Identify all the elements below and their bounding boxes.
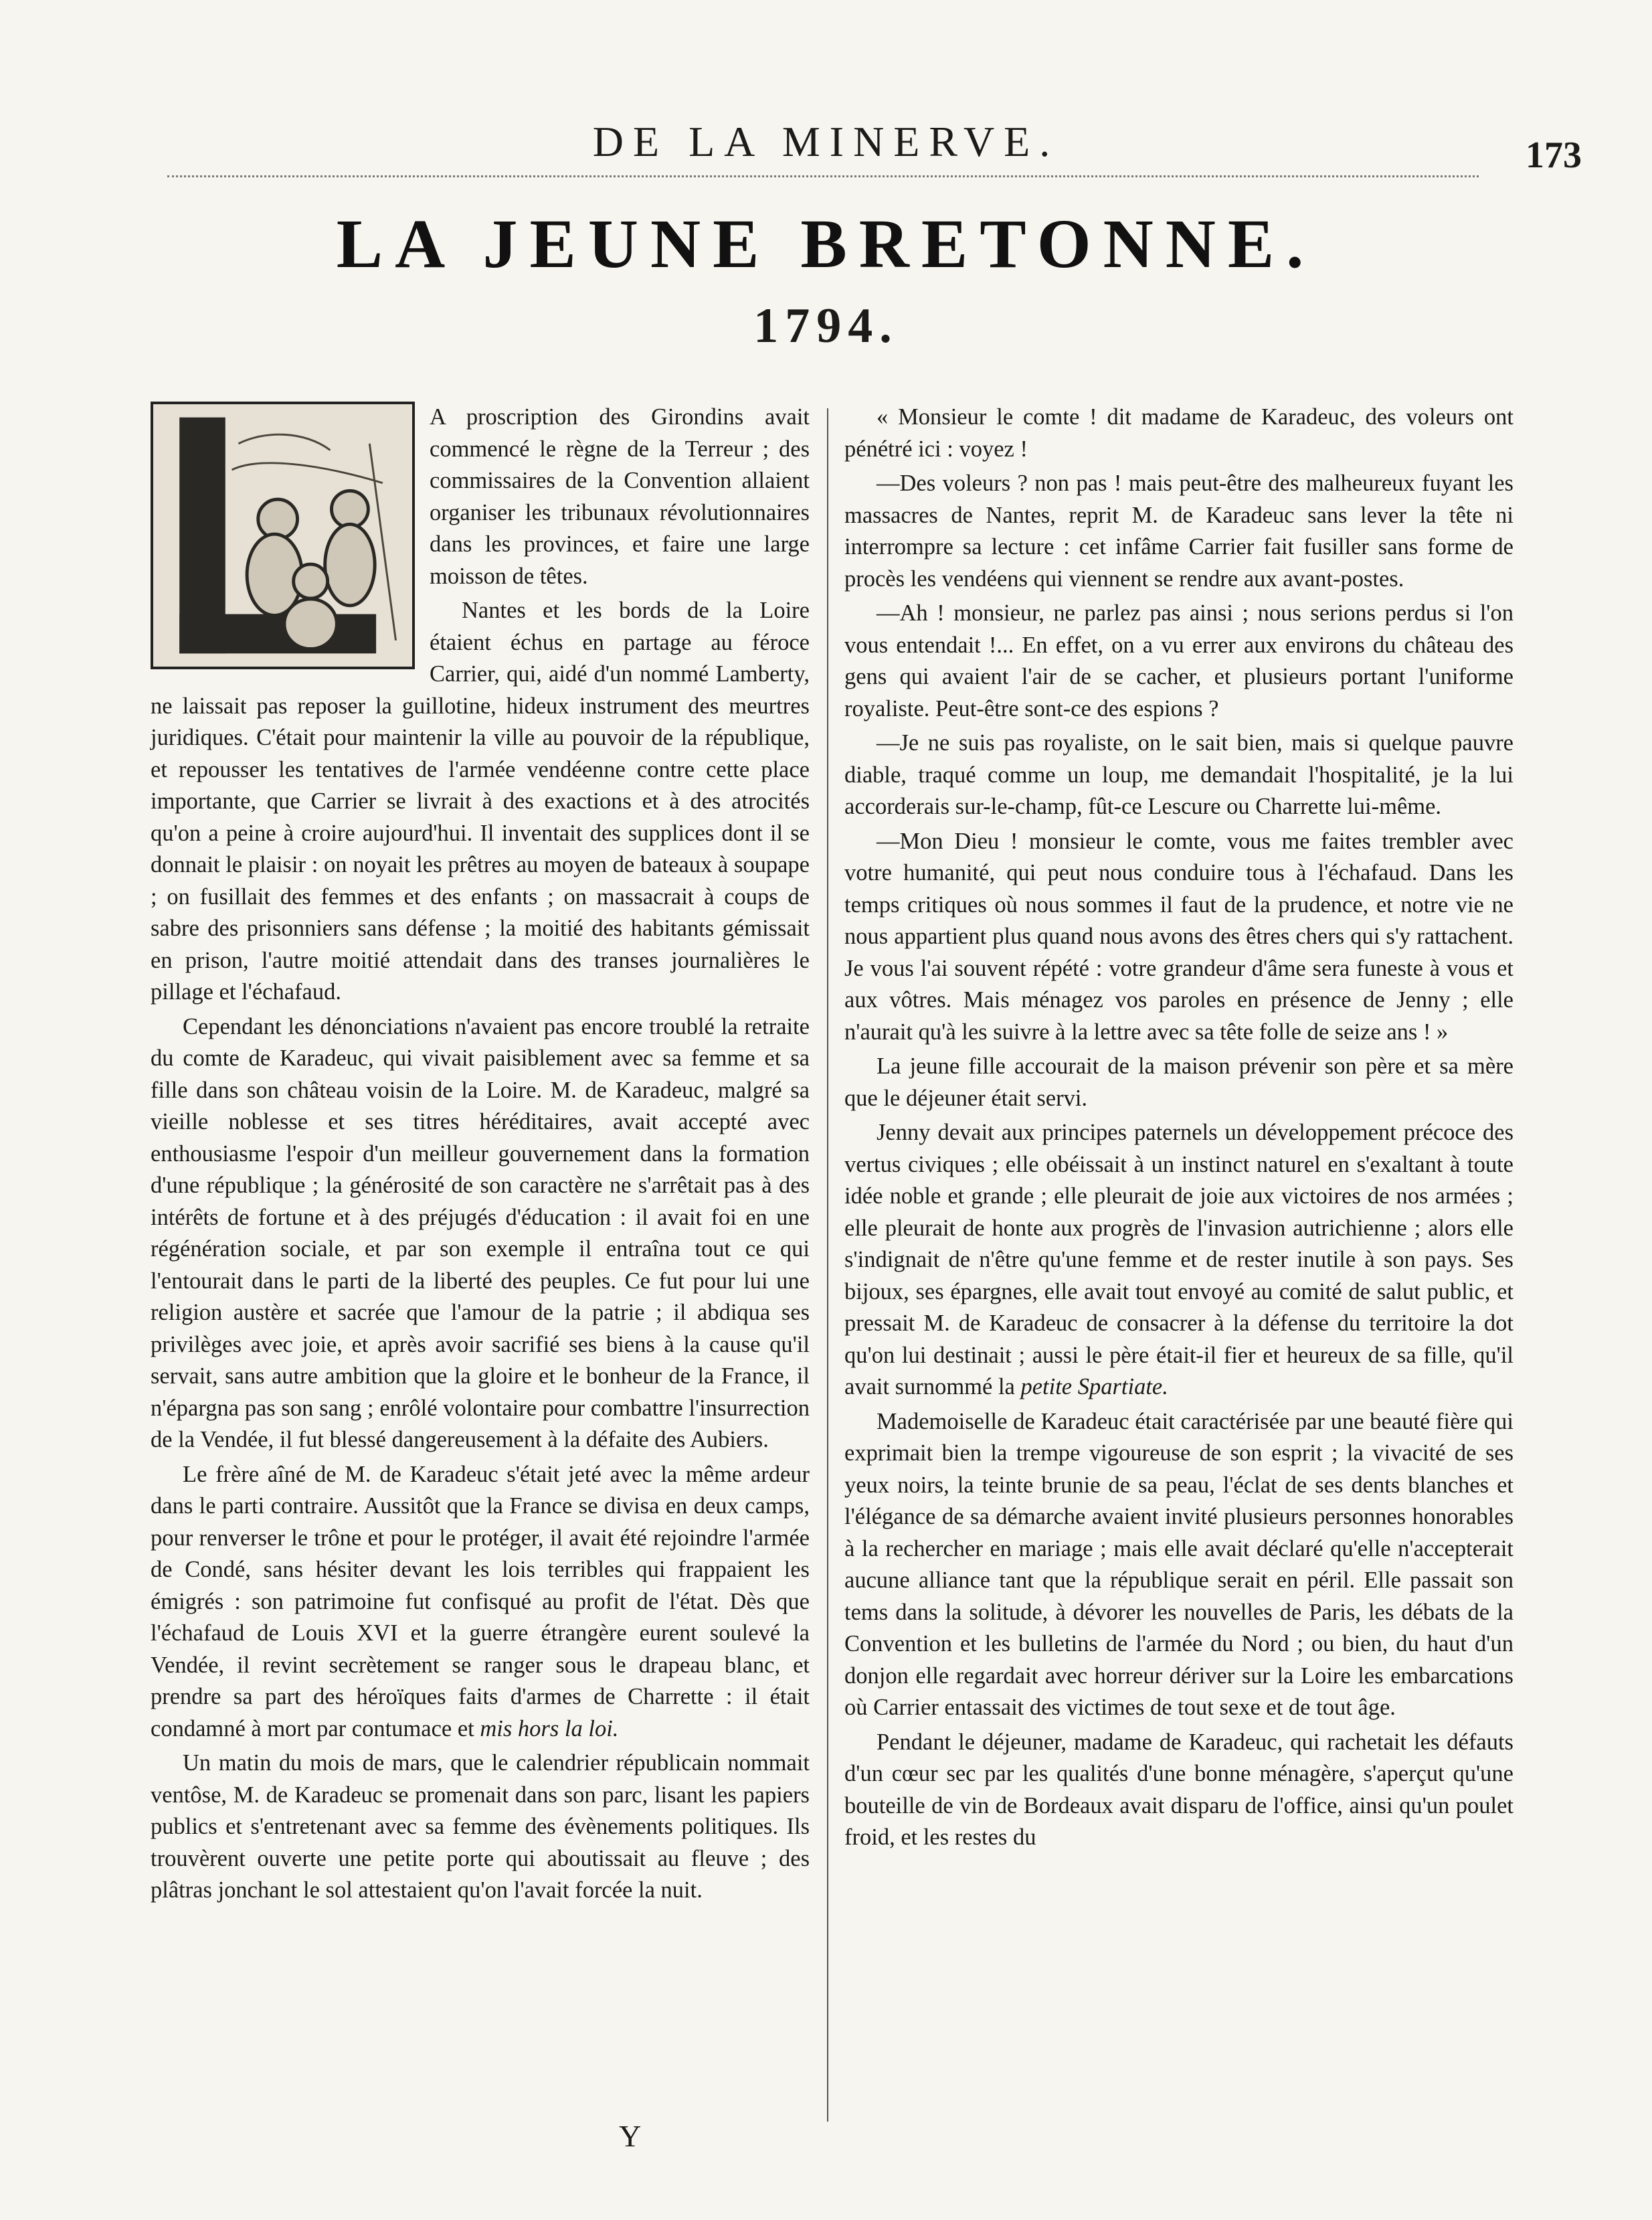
italic-phrase: mis hors la loi. [480,1715,619,1741]
paragraph: « Monsieur le comte ! dit madame de Karadeuc, des voleurs ont pénétré ici : voyez ! [844,404,1513,462]
article-title: LA JEUNE BRETONNE. [336,205,1316,282]
paragraph: Mademoiselle de Karadeuc était caractérisée par une beauté fière qui exprimait bien la trempe vigoureuse de son esprit ; la vivacité de ses yeux noirs, la teinte brunie de sa peau, l'éclat de ses dents blanches et l'élégance de sa démarche avaient invité plusieurs personnes honorables à la rechercher en mariage ; mais elle avait déclaré qu'elle n'accepterait aucune alliance tant que la république serait en péril. Elle passait son tems dans la solitude, à dévorer les nouvelles de Paris, les débats de la Convention et les bulletins de l'armée du Nord ; ou bien, du haut d'un donjon elle regardait avec horreur dériver sur la Loire les embarcations où Carrier entassait des victimes de tout sexe et de tout âge. [844,1408,1513,1720]
paragraph: La jeune fille accourait de la maison prévenir son père et sa mère que le déjeuner était servi. [844,1053,1513,1111]
column-divider [827,408,828,2122]
paragraph: —Ah ! monsieur, ne parlez pas ainsi ; nous serions perdus si l'on vous entendait !... En effet, on a vu errer aux environs du château des gens qui avaient l'air de se cacher, et plusieurs portant l'uniforme royaliste. Peut-être sont-ce des espions ? [844,600,1513,721]
paragraph: —Des voleurs ? non pas ! mais peut-être des malheureux fuyant les massacres de Nantes, reprit M. de Karadeuc sans lever la tête ni interrompre sa lecture : cet infâme Carrier fait fusiller sans forme de procès les vendéens qui viennent se rendre aux avant-postes. [844,471,1513,592]
paragraph: —Mon Dieu ! monsieur le comte, vous me faites trembler avec votre humanité, qui peut nous conduire tous à l'échafaud. Dans les temps critiques où nous sommes il faut de la prudence, et notre vie ne nous appartient plus quand nous avons des êtres chers qui s'y rattachent. Je vous l'ai souvent répété : votre grandeur d'âme sera funeste à vous et aux vôtres. Mais ménagez vos paroles en présence de Jenny ; elle n'aurait qu'à les suivre à la lettre avec sa tête folle de seize ans ! » [844,828,1513,1045]
italic-phrase: petite Spartiate. [1020,1374,1168,1399]
running-head: DE LA MINERVE. [592,118,1060,165]
paragraph: Cependant les dénonciations n'avaient pas encore troublé la retraite du comte de Karadeuc, qui vivait paisiblement avec sa femme et sa fille dans son château voisin de la Loire. M. de Karadeuc, malgré sa vieille noblesse et ses titres héréditaires, avait accepté avec enthousiasme l'espoir d'un meilleur gouvernement dans la formation d'une république ; la générosité de son caractère ne s'arrêtait pas à des intérêts de fortune et à des préjugés d'éducation : il avait foi en une régénération sociale, et par son exemple il entraîna tout ce qui l'entourait dans le parti de la liberté des peuples. Ce fut pour lui une religion austère et sacrée que l'amour de la patrie ; il abdiqua ses privilèges avec joie, et après avoir sacrifié ses biens à la cause qu'il servait, sans autre ambition que la gloire et le bonheur de la France, il n'épargna pas son sang ; enrôlé volontaire pour combattre l'insurrection de la Vendée, il fut blessé dangereusement à la défaite des Aubiers. [151,1013,810,1452]
paragraph: Un matin du mois de mars, que le calendrier républicain nommait ventôse, M. de Karadeuc se promenait dans son parc, lisant les papiers publics et s'entretenant avec sa femme des évènements politiques. Ils trouvèrent ouverte une petite porte qui aboutissait au fleuve ; des plâtras jonchant le sol attestaient qu'on l'avait forcée la nuit. [151,1750,810,1903]
page-number: 173 [1526,135,1582,176]
right-column [844,402,1513,1857]
left-column [151,402,810,1909]
paragraph: A proscription des Girondins avait commencé le règne de la Terreur ; des commissaires de la Convention allaient organiser les tribunaux révolutionnaires dans les provinces, et faire une large moisson de têtes. [430,404,810,589]
paragraph-text: Jenny devait aux principes paternels un développement précoce des vertus civiques ; elle obéissait à un instinct naturel en s'exaltant à toute idée noble et grande ; elle pleurait de joie aux victoires de nos armées ; elle pleurait de honte aux progrès de l'invasion autrichienne ; alors elle s'indignait de n'être qu'une femme et de rester inutile à son pays. Ses bijoux, ses épargnes, elle avait tout envoyé au comité de salut public, et pressait M. de Karadeuc de consacrer à la défense du territoire la dot qu'on lui destinait ; aussi le père était-il fier et heureux de sa fille, qu'il avait surnommé la [844,1120,1513,1399]
paragraph: Nantes et les bords de la Loire étaient échus en partage au féroce Carrier, qui, aidé d'un nommé Lamberty, ne laissait pas reposer la guillotine, hideux instrument des meurtres juridiques. C'était pour maintenir la ville au pouvoir de la république, et repousser les tentatives de l'armée vendéenne contre cette place importante, que Carrier se livrait à des exactions et à des atrocités qu'on a peine à croire aujourd'hui. Il inventait des supplices dont il se donnait le plaisir : on noyait les prêtres au moyen de bateaux à soupape ; on fusillait des femmes et des enfants ; on massacrait à coups de sabre des prisonniers sans défense ; la moitié des habitants gémissait en prison, l'autre moitié attendait dans des transes journalières le pillage et l'échafaud. [151,598,810,1005]
paragraph [844,1117,1513,1403]
paragraph: —Je ne suis pas royaliste, on le sait bien, mais si quelque pauvre diable, traqué comme un loup, me demandait l'hospitalité, je la lui accorderais sur-le-champ, fût-ce Lescure ou Charrette lui-même. [844,730,1513,819]
paragraph-text: Le frère aîné de M. de Karadeuc s'était jeté avec la même ardeur dans le parti contraire. Aussitôt que la France se divisa en deux camps, pour renverser le trône et pour le protéger, il avait été rejoindre l'armée de Condé, sans hésiter devant les lois terribles qui frappaient les émigrés : son patrimoine fut confisqué au profit de l'état. Dès que l'échafaud de Louis XVI et la guerre étrangère eurent soulevé la Vendée, il revint secrètement se ranger sous le drapeau blanc, et prendre sa part des héroïques faits d'armes de Charrette : il était condamné à mort par contumace et [151,1461,810,1741]
dropcap-ornament [153,404,412,667]
dropcap-illustration [151,402,415,669]
paragraph: Pendant le déjeuner, madame de Karadeuc, qui rachetait les défauts d'un cœur sec par les qualités d'une bonne ménagère, s'aperçut qu'une bouteille de vin de Bordeaux avait disparu de l'office, ainsi qu'un poulet froid, et les restes du [844,1729,1513,1850]
paragraph [151,1459,810,1745]
signature-mark: Y [619,2119,642,2153]
article-year: 1794. [753,298,899,353]
header-rule [167,175,1479,177]
